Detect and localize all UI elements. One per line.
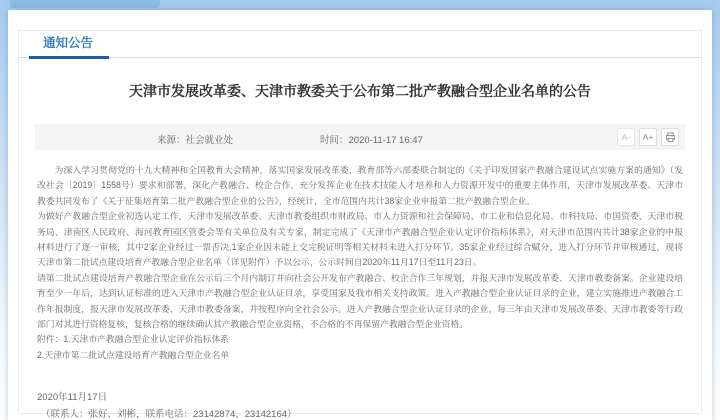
article-paragraph: 2.天津市第二批试点建设培育产教融合型企业名单: [37, 349, 230, 360]
article-paragraph: 请第二批试点建设培育产教融合型企业在公示后三个月内制订并向社会公开发布产教融合、校企合作三年规划，并报天津市发展改革委、天津市教委备案。企业建设培育至少一年后，达到认证标准的进入天津市产教融合型企业认证目录，享受国家及我市相关支持政策。进入产教融合型企业认证目录的企业，建立实施推进产教融合工作年报制度，报天津市发展改革委、天津市教委备案，并按程序向全社会公示。进入产教融合型企业认证目录的企业，每三年由天津市发展改革委、天津市教委等行政部门对其进行资格复核，复核合格的继续确认其产教融合型企业资格，不合格的不再保留产教融合型企业资格。: [37, 272, 683, 330]
tab-notices-label: 通知公告: [43, 36, 94, 50]
time-field: [320, 132, 423, 146]
notice-panel: [18, 30, 702, 420]
content-sheet: [8, 10, 712, 420]
article-paragraph: 为做好产教融合型企业初选认定工作，天津市发展改革委、天津市教委组织市财政局、市人力资源和社会保障局、市工业和信息化局、市科技局、市国资委、天津市税务局、津南区人民政府、海河教育园区管委会等有关单位及有关专家，制定完成了《天津市产教融合型企业认定评价指标体系》，对天津市范围内共计38家企业的申报材料进行了逐一审核，其中2家企业经过一票否决,1家企业因未能上交完税证明等相关材料未进入打分环节。35家企业经过综合赋分，进入打分环节并审核通过，现将天津市第二批试点建设培育产教融合型企业名单（详见附件）予以公示，公示时间自2020年11月17日至11月23日。: [37, 211, 683, 268]
tab-bar: [19, 31, 701, 58]
active-tab-underline: [29, 56, 109, 59]
source-label: 来源：: [157, 135, 186, 146]
tab-notices[interactable]: [43, 31, 93, 57]
article-paragraph: 附件：1.天津市产教融合型企业认定评价指标体系: [37, 334, 230, 345]
source-field: [157, 132, 233, 146]
time-value: 2020-11-17 16:47: [348, 135, 423, 146]
meta-toolbar: [617, 128, 679, 146]
article-paragraph: 为深入学习贯彻党的十九大精神和全国教育大会精神，落实国家发展改革委、教育部等六部委联合制定的《关于印发国家产教融合建设试点实施方案的通知》（发改社会〔2019〕1558号）要求和部署，深化产教融合、校企合作，充分发挥企业在技术技能人才培养和人力资源开发中的重要主体作用，天津市发展改革委、天津市教委共同发布了《关于征集培育第二批产教融合型企业的公告》，经统计，全市范围内共计38家企业申报第二批产教融合型企业。: [37, 165, 683, 206]
printer-icon: [665, 132, 676, 143]
source-value: 社会就业处: [185, 135, 234, 146]
header-strip: [10, 0, 160, 8]
time-label: 时间：: [320, 135, 349, 146]
font-decrease-button[interactable]: A-: [617, 128, 635, 146]
publish-date: 2020年11月17日: [37, 392, 108, 404]
print-button[interactable]: [661, 128, 679, 146]
font-increase-button[interactable]: A+: [639, 128, 657, 146]
article-body: [37, 163, 683, 363]
meta-bar: [35, 124, 685, 150]
contact-line: （联系人：张好、刘彬，联系电话：23142874、23142164）: [41, 409, 297, 420]
article-title: 天津市发展改革委、天津市教委关于公布第二批产教融合型企业名单的公告: [129, 83, 591, 99]
